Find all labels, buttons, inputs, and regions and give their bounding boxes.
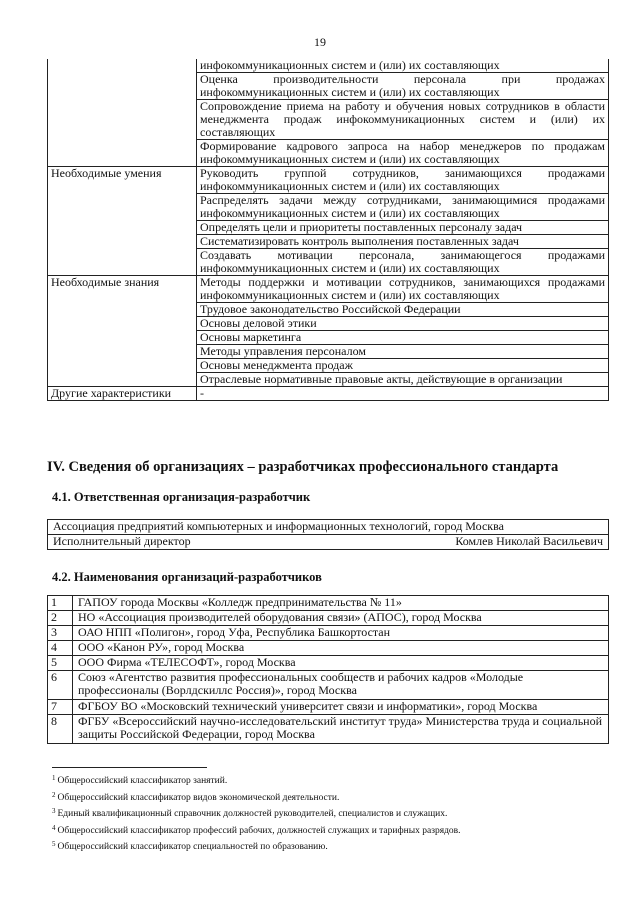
developer-name: ФГБОУ ВО «Московский технический университет связи и информатики», город Москва <box>73 700 609 715</box>
developer-number: 4 <box>48 641 73 656</box>
table-row <box>48 373 609 387</box>
row-value: Основы маркетинга <box>197 331 609 345</box>
footnote-mark: 3 <box>52 807 56 815</box>
row-label <box>48 221 197 235</box>
footnote <box>52 772 612 789</box>
table-row <box>48 626 609 641</box>
responsible-signatory <box>48 535 609 550</box>
row-value: Трудовое законодательство Российской Федерации <box>197 303 609 317</box>
footnote-mark: 4 <box>52 823 56 832</box>
table-row <box>48 715 609 744</box>
row-label: Необходимые знания <box>48 276 197 303</box>
row-value: Основы деловой этики <box>197 317 609 331</box>
developer-name: НО «Ассоциация производителей оборудования связи» (АПОС), город Москва <box>73 611 609 626</box>
row-value: Определять цели и приоритеты поставленных персоналу задач <box>197 221 609 235</box>
table-row <box>48 387 609 401</box>
footnote-divider <box>52 767 207 768</box>
table-row <box>48 59 609 73</box>
developer-number: 8 <box>48 715 73 744</box>
responsible-person: Комлев Николай Васильевич <box>455 534 603 548</box>
footnotes <box>52 772 612 855</box>
table-row <box>48 596 609 611</box>
row-value: - <box>197 387 609 401</box>
table-row <box>48 303 609 317</box>
row-label <box>48 100 197 140</box>
row-label <box>48 317 197 331</box>
footnote-text: Общероссийский классификатор специальностей по образованию. <box>57 842 328 852</box>
row-value: Методы управления персоналом <box>197 345 609 359</box>
responsible-position: Исполнительный директор <box>53 534 191 548</box>
developer-number: 7 <box>48 700 73 715</box>
row-label <box>48 59 197 73</box>
developers-heading: 4.2. Наименования организаций-разработчиков <box>52 570 322 584</box>
footnote <box>52 805 612 822</box>
footnote-mark: 1 <box>52 774 56 782</box>
developer-number: 3 <box>48 626 73 641</box>
developer-name: ФГБУ «Всероссийский научно-исследовательский институт труда» Министерства труда и социальной защиты Российской Федерации, город Москва <box>73 715 609 744</box>
footnote-text: Общероссийский классификатор занятий. <box>57 776 228 786</box>
row-label <box>48 194 197 221</box>
row-label <box>48 235 197 249</box>
table-row <box>48 140 609 167</box>
table-row <box>48 331 609 345</box>
section-title: IV. Сведения об организациях – разработчиках профессионального стандарта <box>47 459 559 475</box>
row-label <box>48 140 197 167</box>
table-row <box>48 641 609 656</box>
footnote <box>52 822 612 839</box>
row-value: Отраслевые нормативные правовые акты, действующие в организации <box>197 373 609 387</box>
row-value: Основы менеджмента продаж <box>197 359 609 373</box>
table-row <box>48 611 609 626</box>
row-value: Систематизировать контроль выполнения поставленных задач <box>197 235 609 249</box>
row-label <box>48 359 197 373</box>
table-row <box>48 276 609 303</box>
developer-name: ООО «Канон РУ», город Москва <box>73 641 609 656</box>
row-value: Сопровождение приема на работу и обучения новых сотрудников в области менеджмента продаж инфокоммуникационных систем и (или) их составляющих <box>197 100 609 140</box>
developer-name: ОАО НПП «Полигон», город Уфа, Республика Башкортостан <box>73 626 609 641</box>
table-row <box>48 520 609 535</box>
row-label <box>48 73 197 100</box>
developer-number: 5 <box>48 656 73 671</box>
responsible-organization: Ассоциация предприятий компьютерных и информационных технологий, город Москва <box>48 520 609 535</box>
table-row <box>48 345 609 359</box>
table-row <box>48 656 609 671</box>
developer-number: 2 <box>48 611 73 626</box>
table-row <box>48 317 609 331</box>
developer-number: 1 <box>48 596 73 611</box>
row-label <box>48 345 197 359</box>
table-row <box>48 194 609 221</box>
table-row <box>48 167 609 194</box>
row-label <box>48 331 197 345</box>
developer-name: Союз «Агентство развития профессиональных сообществ и рабочих кадров «Молодые профессионалы (Ворлдскиллс Россия)», город Москва <box>73 671 609 700</box>
row-value: Создавать мотивации персонала, занимающегося продажами инфокоммуникационных систем и (или) их составляющих <box>197 249 609 276</box>
footnote-text: Единый квалификационный справочник должностей руководителей, специалистов и служащих. <box>57 809 448 819</box>
table-row <box>48 359 609 373</box>
skills-table <box>47 59 609 401</box>
table-row <box>48 249 609 276</box>
developer-number: 6 <box>48 671 73 700</box>
table-row <box>48 700 609 715</box>
row-value: Формирование кадрового запроса на набор менеджеров по продажам инфокоммуникационных систем и (или) их составляющих <box>197 140 609 167</box>
table-row <box>48 100 609 140</box>
row-label <box>48 373 197 387</box>
developers-table <box>47 595 609 744</box>
footnote <box>52 838 612 855</box>
table-row <box>48 671 609 700</box>
responsible-heading: 4.1. Ответственная организация-разработчик <box>52 490 311 504</box>
table-row <box>48 535 609 550</box>
responsible-table <box>47 519 609 550</box>
footnote-text: Общероссийский классификатор профессий рабочих, должностей служащих и тарифных разрядов. <box>57 825 461 836</box>
footnote-mark: 2 <box>52 790 56 799</box>
row-value: Руководить группой сотрудников, занимающихся продажами инфокоммуникационных систем и (или) их составляющих <box>197 167 609 194</box>
footnote-text: Общероссийский классификатор видов экономической деятельности. <box>57 792 340 803</box>
footnote <box>52 789 612 806</box>
table-row <box>48 221 609 235</box>
row-value: Методы поддержки и мотивации сотрудников, занимающихся продажами инфокоммуникационных систем и (или) их составляющих <box>197 276 609 303</box>
table-row <box>48 235 609 249</box>
row-value: Оценка производительности персонала при продажах инфокоммуникационных систем и (или) их составляющих <box>197 73 609 100</box>
row-value: Распределять задачи между сотрудниками, занимающимися продажами инфокоммуникационных систем и (или) их составляющих <box>197 194 609 221</box>
row-label <box>48 249 197 276</box>
row-label <box>48 303 197 317</box>
developer-name: ООО Фирма «ТЕЛЕСОФТ», город Москва <box>73 656 609 671</box>
table-row <box>48 73 609 100</box>
row-label: Другие характеристики <box>48 387 197 401</box>
page-number: 19 <box>314 35 326 49</box>
footnote-mark: 5 <box>52 840 56 848</box>
developer-name: ГАПОУ города Москвы «Колледж предпринимательства № 11» <box>73 596 609 611</box>
row-value: инфокоммуникационных систем и (или) их составляющих <box>197 59 609 73</box>
row-label: Необходимые умения <box>48 167 197 194</box>
